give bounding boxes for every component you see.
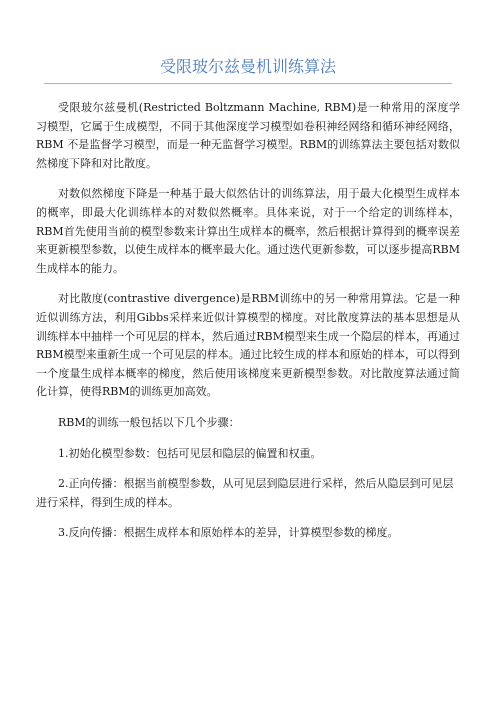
step-item: 2.正向传播：根据当前模型参数，从可见层到隐层进行采样，然后从隐层到可见层进行采样，得到生成的样本。	[36, 477, 454, 509]
step-item: 3.反向传播：根据生成样本和原始样本的差异，计算模型参数的梯度。	[58, 526, 399, 540]
paragraph-intro: 受限玻尔兹曼机(Restricted Boltzmann Machine, RBM)是一种常用的深度学习模型，它属于生成模型，不同于其他深度学习模型如卷积神经网络和循环神经网络，RBM 不是监督学习模型，而是一种无监督学习模型。RBM的训练算法主要包括对数似然梯度下降和对比散度。	[36, 101, 460, 170]
document-title: 受限玻尔兹曼机训练算法	[159, 57, 336, 76]
paragraph-steps-intro: RBM的训练一般包括以下几个步骤：	[58, 415, 240, 429]
step-item: 1.初始化模型参数：包括可见层和隐层的偏置和权重。	[58, 446, 322, 460]
paragraph-log-likelihood: 对数似然梯度下降是一种基于最大似然估计的训练算法，用于最大化模型生成样本的概率，即最大化训练样本的对数似然概率。具体来说，对于一个给定的训练样本，RBM首先使用当前的模型参数来计算出生成样本的概率，然后根据计算得到的概率误差来更新模型参数，以使生成样本的概率最大化。通过迭代更新参数，可以逐步提高RBM生成样本的能力。	[36, 187, 460, 275]
paragraph-contrastive-divergence: 对比散度(contrastive divergence)是RBM训练中的另一种常用算法。它是一种近似训练方法，利用Gibbs采样来近似计算模型的梯度。对比散度算法的基本思想是从训练样本中抽样一个可见层的样本，然后通过RBM模型来生成一个隐层的样本，再通过RBM模型来重新生成一个可见层的样本。通过比较生成的样本和原始的样本，可以得到一个度量生成样本概率的梯度，然后使用该梯度来更新模型参数。对比散度算法通过简化计算，使得RBM的训练更加高效。	[36, 292, 460, 399]
title-divider	[44, 83, 452, 84]
